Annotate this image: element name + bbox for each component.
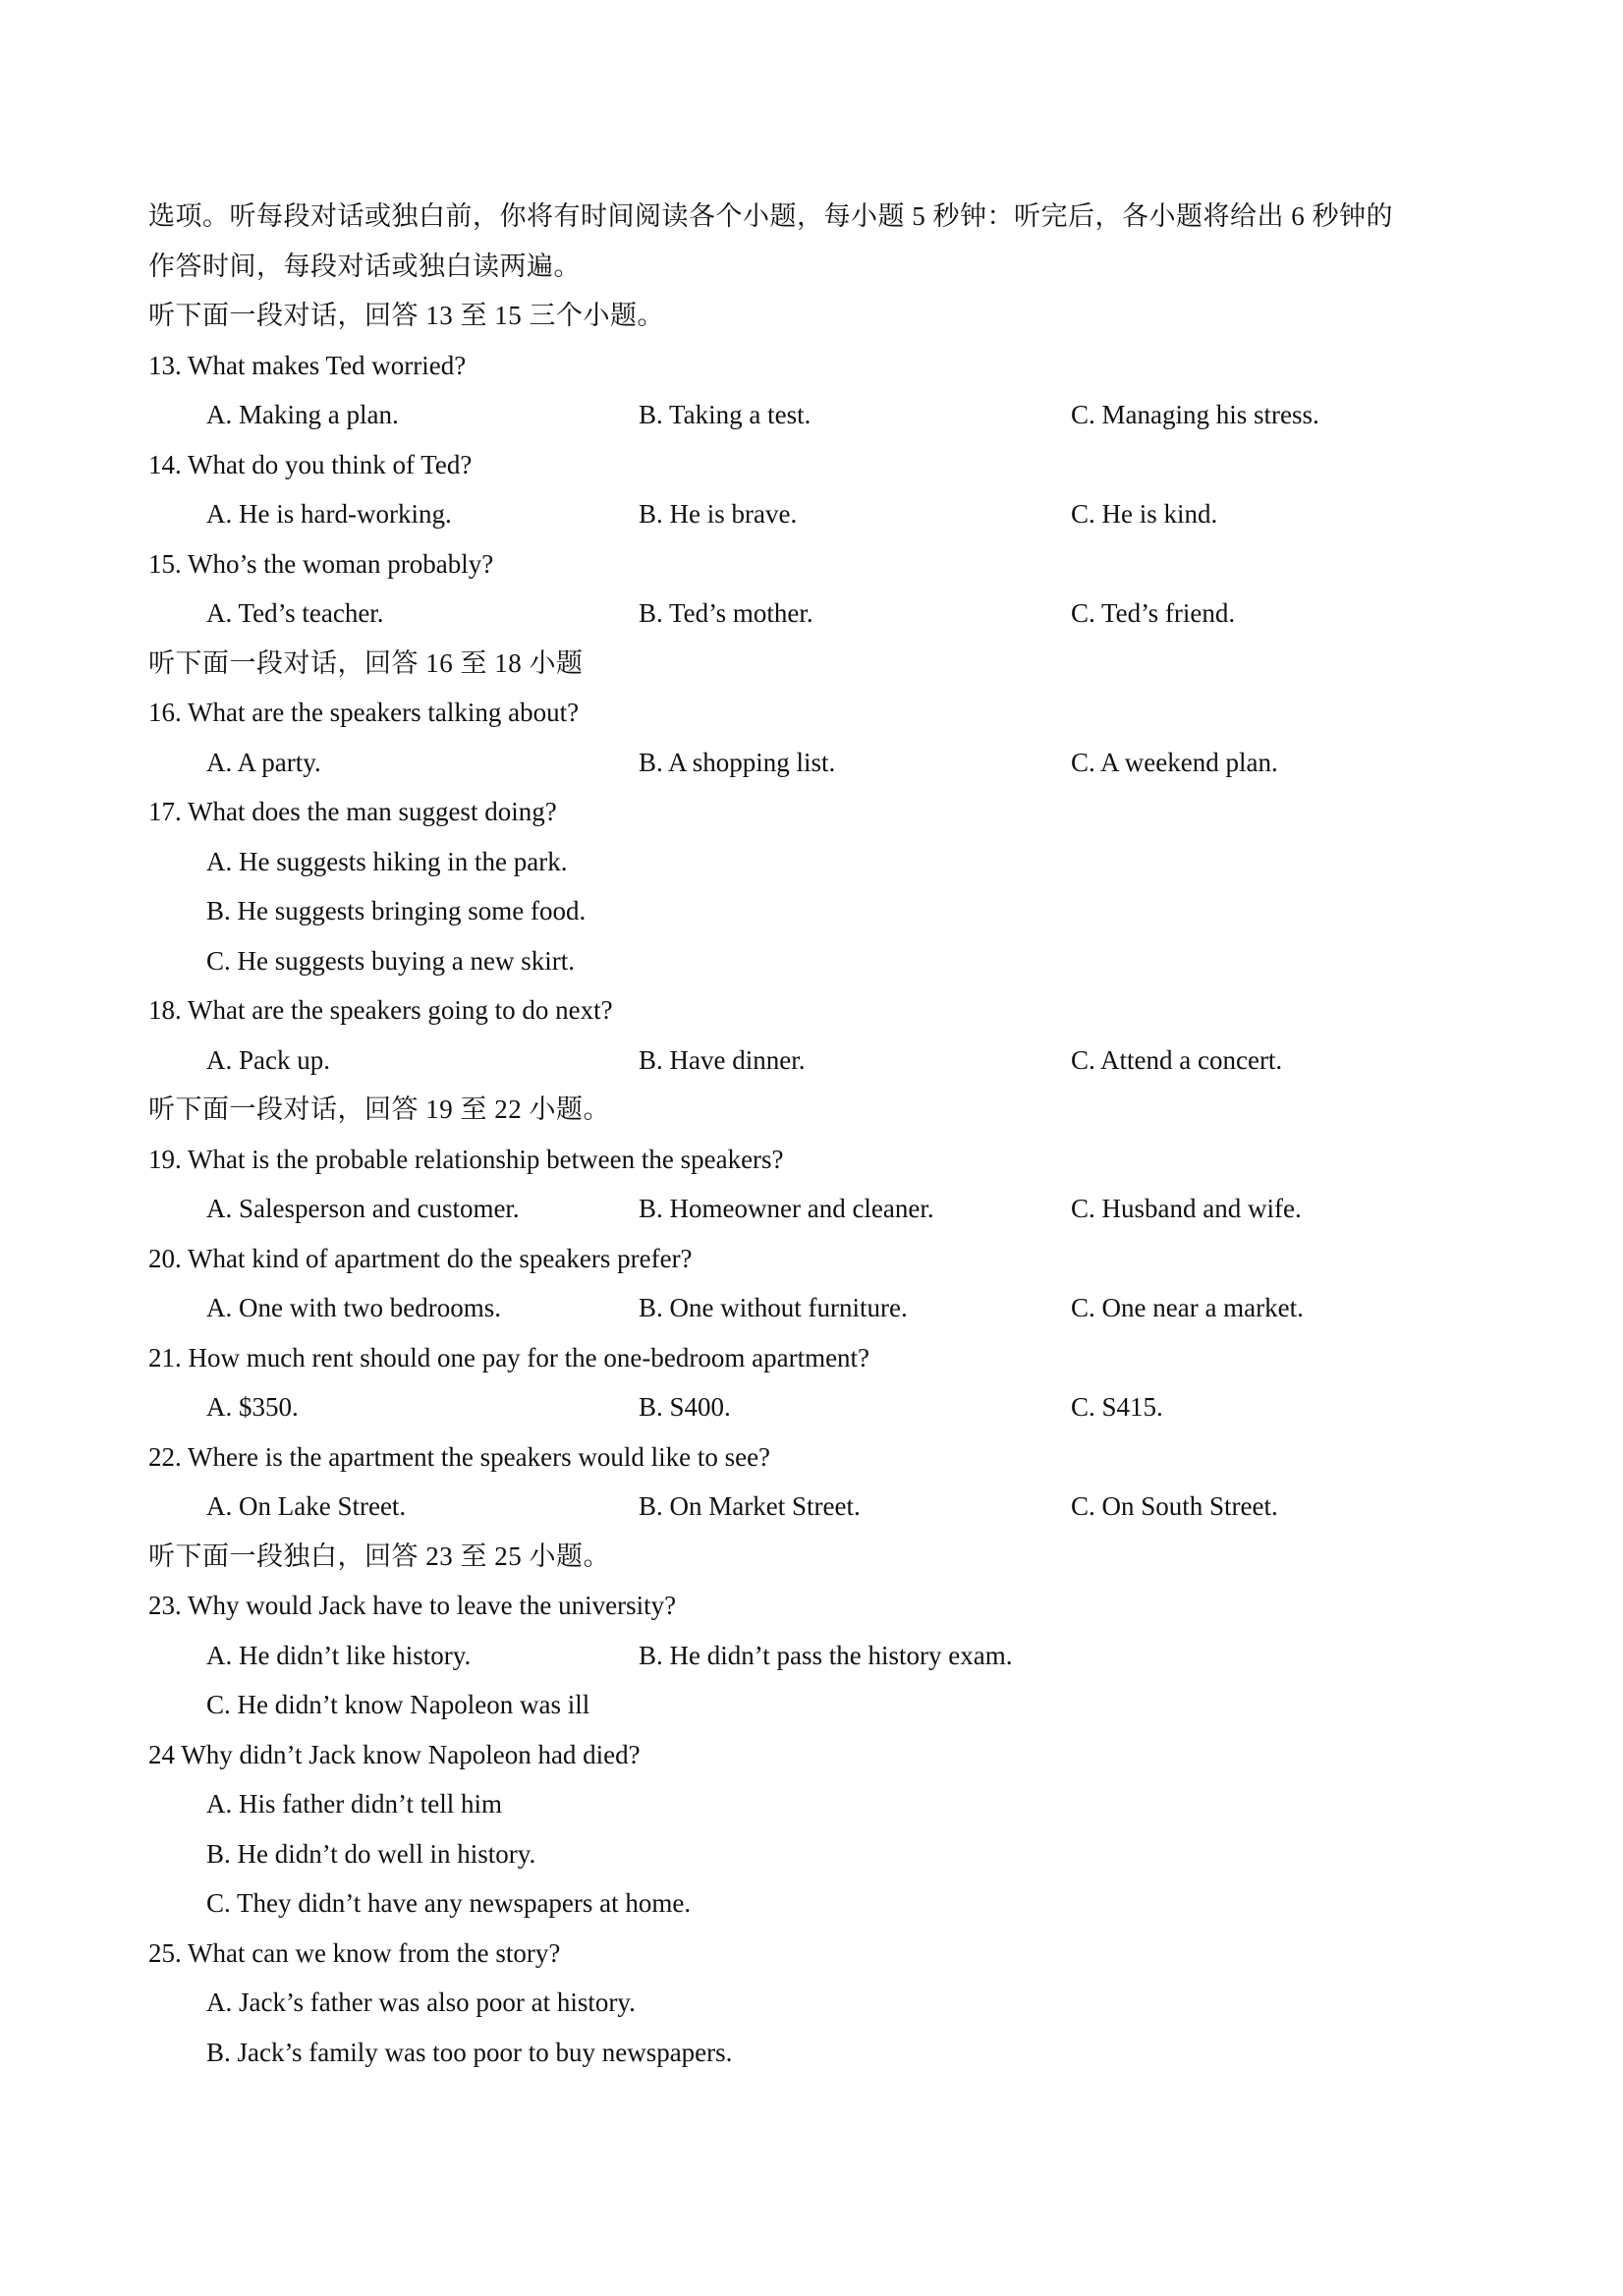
option-20-a: A. One with two bedrooms. bbox=[206, 1293, 501, 1322]
option-23-a: A. He didn’t like history. bbox=[206, 1640, 472, 1670]
option-21-a: A. $350. bbox=[206, 1392, 299, 1422]
option-13-c: C. Managing his stress. bbox=[1071, 400, 1319, 429]
option-18-a: A. Pack up. bbox=[206, 1044, 330, 1075]
question-25: 25. What can we know from the story? bbox=[148, 1937, 561, 1968]
option-14-c: C. He is kind. bbox=[1071, 499, 1218, 529]
option-16-b: B. A shopping list. bbox=[639, 747, 836, 777]
option-19-c: C. Husband and wife. bbox=[1071, 1194, 1302, 1223]
question-18-options bbox=[148, 1036, 1504, 1086]
option-17-a: A. He suggests hiking in the park. bbox=[206, 846, 568, 876]
option-24-c: C. They didn’t have any newspapers at home. bbox=[206, 1888, 692, 1918]
option-24-a: A. His father didn’t tell him bbox=[206, 1789, 502, 1819]
option-19-a: A. Salesperson and customer. bbox=[206, 1194, 520, 1223]
question-13: 13. What makes Ted worried? bbox=[148, 350, 467, 380]
question-20-options bbox=[148, 1283, 1504, 1333]
option-17-c: C. He suggests buying a new skirt. bbox=[206, 945, 575, 976]
option-16-a: A. A party. bbox=[206, 747, 321, 777]
question-18: 18. What are the speakers going to do next? bbox=[148, 995, 613, 1025]
question-21-options bbox=[148, 1382, 1504, 1432]
question-16: 16. What are the speakers talking about? bbox=[148, 698, 580, 727]
option-14-b: B. He is brave. bbox=[639, 499, 798, 529]
option-21-b: B. S400. bbox=[639, 1392, 731, 1422]
option-20-b: B. One without furniture. bbox=[639, 1293, 908, 1322]
question-23: 23. Why would Jack have to leave the university? bbox=[148, 1591, 677, 1620]
option-15-c: C. Ted’s friend. bbox=[1071, 598, 1236, 628]
instructions-line-1: 选项。听每段对话或独白前，你将有时间阅读各个小题，每小题 5 秒钟：听完后，各小题将给出 6 秒钟的 bbox=[148, 201, 1393, 231]
option-24-b: B. He didn’t do well in history. bbox=[206, 1838, 536, 1869]
option-18-c: C. Attend a concert. bbox=[1071, 1044, 1283, 1075]
option-23-c: C. He didn’t know Napoleon was ill bbox=[206, 1690, 590, 1719]
exam-page bbox=[148, 192, 1504, 2077]
option-21-c: C. S415. bbox=[1071, 1392, 1163, 1422]
question-19-options bbox=[148, 1184, 1504, 1234]
option-17-b: B. He suggests bringing some food. bbox=[206, 896, 587, 925]
option-16-c: C. A weekend plan. bbox=[1071, 747, 1278, 777]
question-22-options bbox=[148, 1482, 1504, 1532]
option-19-b: B. Homeowner and cleaner. bbox=[639, 1194, 934, 1223]
question-16-options bbox=[148, 738, 1504, 788]
option-22-c: C. On South Street. bbox=[1071, 1491, 1278, 1521]
question-14-options bbox=[148, 489, 1504, 539]
option-15-b: B. Ted’s mother. bbox=[639, 598, 813, 628]
question-19: 19. What is the probable relationship between the speakers? bbox=[148, 1144, 784, 1174]
section-heading-13-15: 听下面一段对话，回答 13 至 15 三个小题。 bbox=[148, 301, 664, 330]
option-13-a: A. Making a plan. bbox=[206, 400, 399, 429]
option-25-b: B. Jack’s family was too poor to buy newspapers. bbox=[206, 2037, 733, 2067]
question-15-options bbox=[148, 588, 1504, 639]
question-13-options bbox=[148, 390, 1504, 440]
option-15-a: A. Ted’s teacher. bbox=[206, 598, 384, 628]
option-13-b: B. Taking a test. bbox=[639, 400, 812, 429]
question-17: 17. What does the man suggest doing? bbox=[148, 797, 557, 826]
question-21: 21. How much rent should one pay for the one-bedroom apartment? bbox=[148, 1342, 870, 1372]
question-23-options-ab bbox=[148, 1631, 1504, 1681]
instructions-line-2: 作答时间，每段对话或独白读两遍。 bbox=[148, 251, 581, 281]
question-15: 15. Who’s the woman probably? bbox=[148, 548, 494, 579]
question-22: 22. Where is the apartment the speakers would like to see? bbox=[148, 1441, 771, 1472]
option-18-b: B. Have dinner. bbox=[639, 1044, 806, 1075]
option-22-b: B. On Market Street. bbox=[639, 1491, 861, 1521]
option-14-a: A. He is hard-working. bbox=[206, 499, 452, 529]
option-23-b: B. He didn’t pass the history exam. bbox=[639, 1640, 1013, 1670]
question-14: 14. What do you think of Ted? bbox=[148, 449, 473, 479]
question-20: 20. What kind of apartment do the speakers prefer? bbox=[148, 1243, 693, 1273]
section-heading-16-18: 听下面一段对话，回答 16 至 18 小题 bbox=[148, 647, 584, 678]
section-heading-23-25: 听下面一段独白，回答 23 至 25 小题。 bbox=[148, 1540, 610, 1571]
option-22-a: A. On Lake Street. bbox=[206, 1491, 407, 1521]
option-20-c: C. One near a market. bbox=[1071, 1293, 1304, 1322]
section-heading-19-22: 听下面一段对话，回答 19 至 22 小题。 bbox=[148, 1094, 610, 1124]
option-25-a: A. Jack’s father was also poor at history. bbox=[206, 1988, 636, 2017]
question-24: 24 Why didn’t Jack know Napoleon had died? bbox=[148, 1739, 641, 1769]
